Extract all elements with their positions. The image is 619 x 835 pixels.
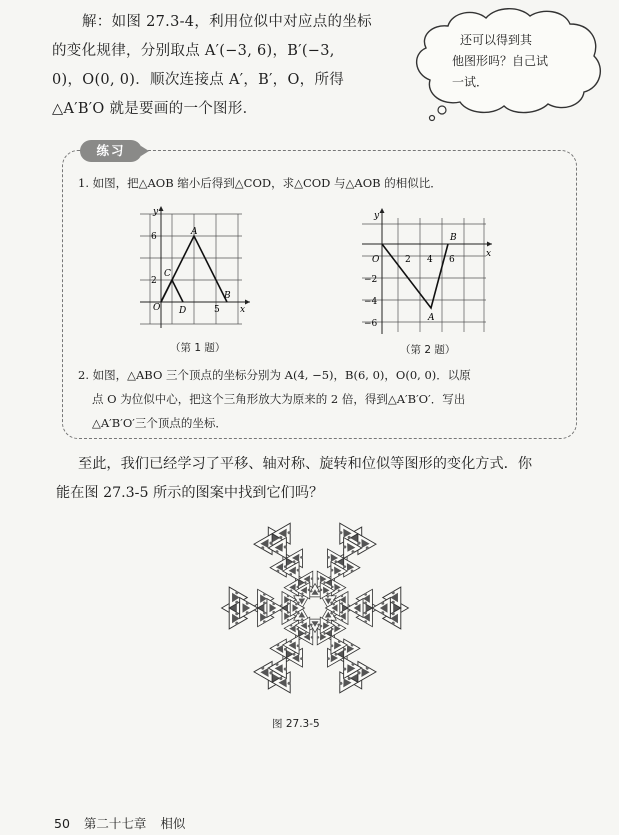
bubble-line-1: 还可以得到其 [460, 33, 533, 47]
figure-2-caption: （第 2 题） [400, 344, 456, 356]
chapter-label: 第二十七章 [83, 816, 147, 831]
pattern-arm [326, 587, 409, 629]
figure-1-caption: （第 1 题） [170, 342, 226, 354]
fig2-tick-6: 6 [449, 255, 455, 265]
bubble-line-2: 他图形吗？自己试 [452, 54, 549, 68]
fig2-tick-m4: −4 [364, 297, 378, 307]
question-2-line-2: 点 O 为位似中心，把这个三角形放大为原来的 2 倍，得到△A′B′O′．写出 [92, 392, 466, 406]
body-line-1: 至此，我们已经学习了平移、轴对称、旋转和位似等图形的变化方式．你 [78, 456, 533, 472]
intro-paragraph [52, 8, 402, 124]
fig2-tick-m6: −6 [364, 319, 378, 329]
figure-2-graph [360, 204, 500, 338]
exercise-tag: 练习 [80, 140, 142, 162]
fig2-y-label: y [374, 211, 380, 221]
figure-2-grid [362, 218, 486, 332]
fig2-tick-4: 4 [427, 255, 433, 265]
fig2-point-o: O [372, 255, 380, 265]
intro-line-2: 的变化规律，分别取点 A′(−3, 6)，B′(−3, [52, 43, 335, 59]
fig2-point-b: B [450, 233, 457, 243]
fig2-tick-m2: −2 [364, 275, 378, 285]
question-2-line-3: △A′B′O′三个顶点的坐标． [92, 416, 227, 430]
intro-line-1: 解：如图 27.3-4，利用位似中对应点的坐标 [82, 14, 372, 30]
fig1-point-b: B [224, 291, 231, 301]
fig2-point-a: A [428, 313, 435, 323]
intro-line-4: △A′B′O 就是要画的一个图形． [52, 101, 258, 117]
fig1-x-label: x [240, 305, 246, 315]
page-number: 50 [54, 816, 70, 831]
figure-caption: 图 27.3-5 [272, 718, 320, 730]
fig1-point-c: C [164, 269, 171, 279]
question-1: 1. 如图，把△AOB 缩小后得到△COD，求△COD 与△AOB 的相似比． [78, 176, 442, 190]
fig1-tick-2: 2 [151, 276, 157, 286]
question-2-line-1: 2. 如图，△ABO 三个顶点的坐标分别为 A(4, −5)，B(6, 0)，O(0, 0)．以原 [78, 368, 471, 382]
fig1-point-o: O [153, 303, 161, 313]
bubble-line-3: 一试． [452, 75, 489, 89]
pattern-arm [222, 587, 305, 629]
fig1-point-a: A [191, 227, 198, 237]
fig1-y-label: y [153, 207, 159, 217]
figure-1-graph [136, 204, 262, 332]
figure-27-3-5-pattern [190, 500, 440, 710]
triangle-abo [382, 244, 448, 308]
snowflake-pattern [222, 517, 409, 700]
bubble-text [452, 30, 582, 93]
fig1-point-d: D [179, 306, 187, 316]
fig1-tick-6: 6 [151, 232, 157, 242]
fig2-x-label: x [486, 249, 492, 259]
intro-line-3: 0)，O(0, 0)．顺次连接点 A′，B′，O，所得 [52, 72, 345, 88]
fig2-tick-2: 2 [405, 255, 411, 265]
chapter-title: 相似 [160, 816, 186, 831]
page-footer [54, 814, 195, 832]
fig1-tick-5: 5 [214, 305, 220, 315]
body-line-2: 能在图 27.3-5 所示的图案中找到它们吗？ [56, 485, 324, 501]
